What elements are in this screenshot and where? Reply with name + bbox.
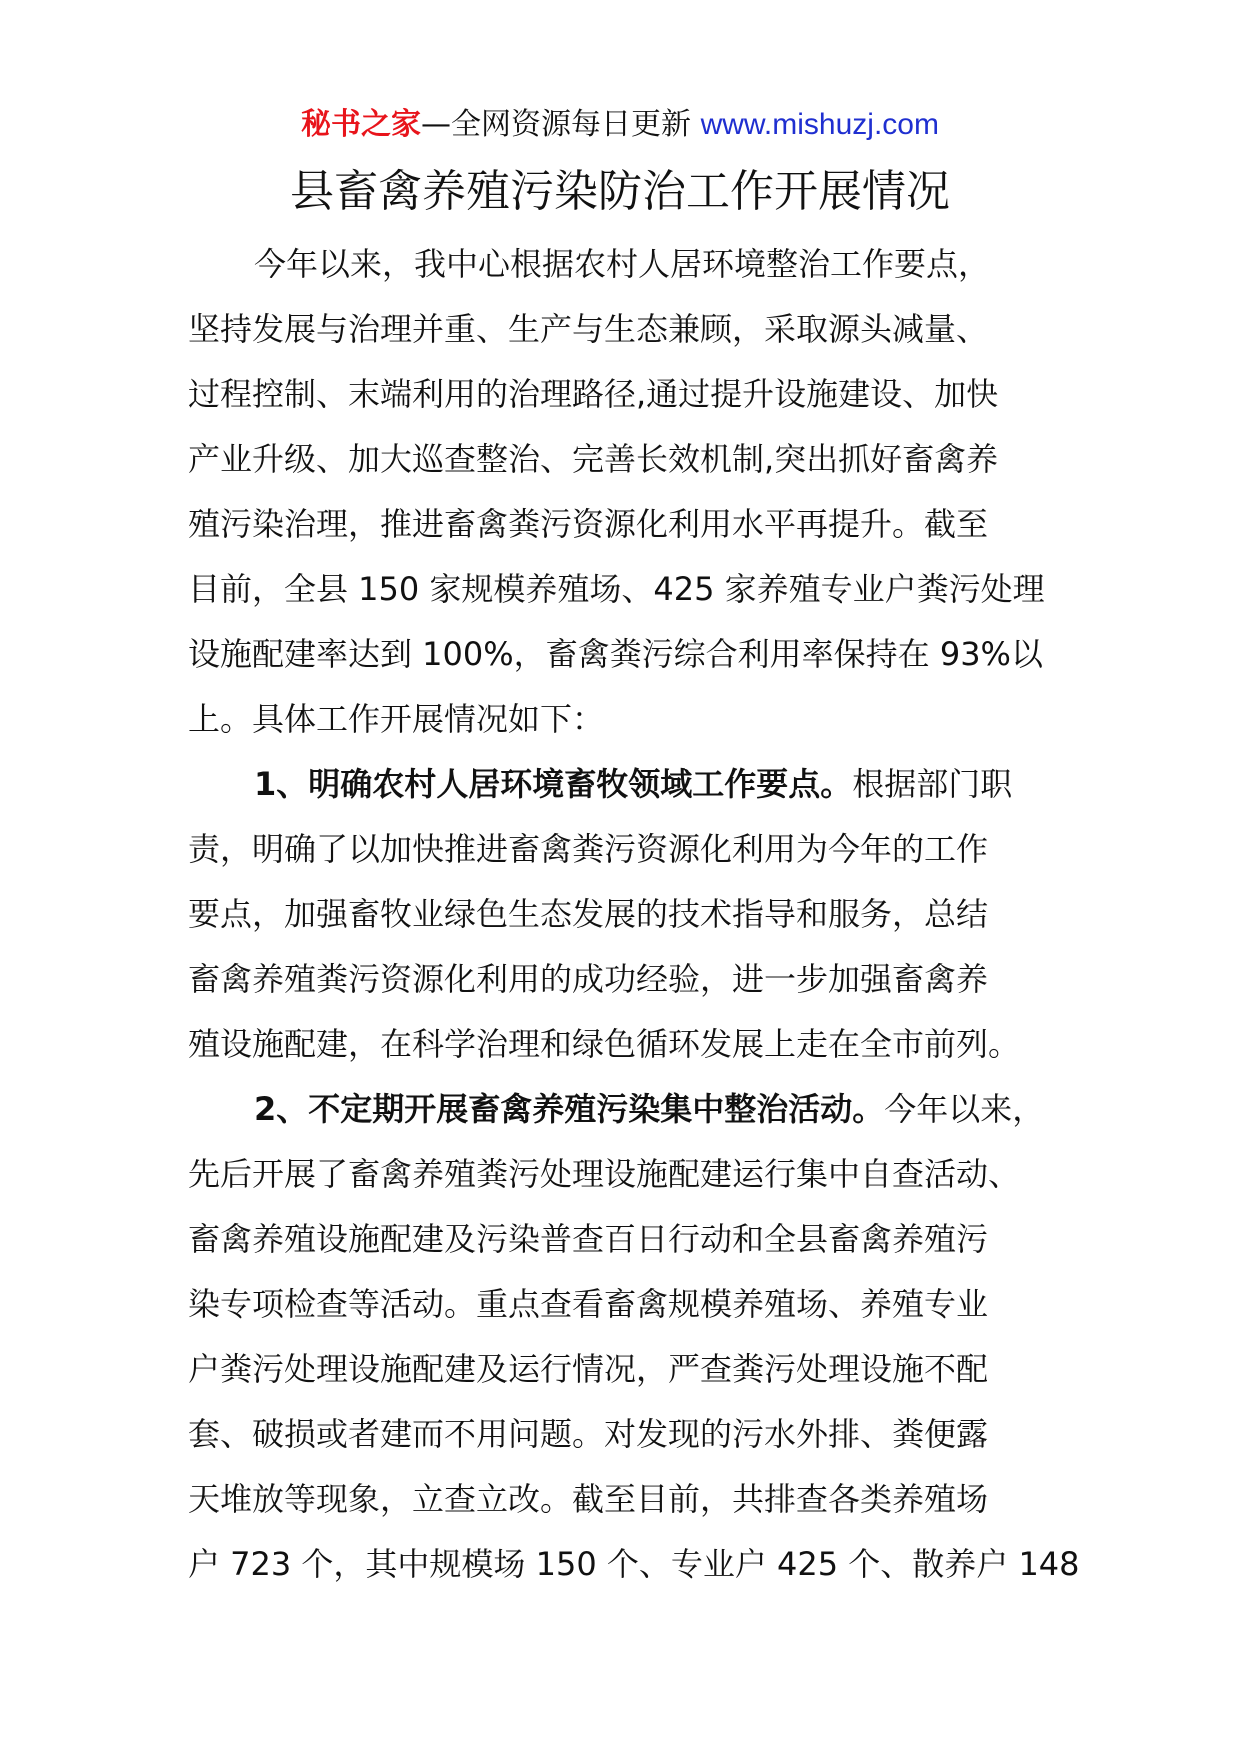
paragraph-line: 目前，全县 150 家规模养殖场、425 家养殖专业户粪污处理 [188, 570, 1045, 608]
paragraph-line: 染专项检查等活动。重点查看畜禽规模养殖场、养殖专业 [188, 1285, 989, 1323]
paragraph-line: 产业升级、加大巡查整治、完善长效机制,突出抓好畜禽养 [188, 440, 999, 478]
paragraph-line: 殖设施配建，在科学治理和绿色循环发展上走在全市前列。 [188, 1025, 1021, 1063]
paragraph-line: 上。具体工作开展情况如下： [188, 700, 605, 738]
section-2-lead-text: 今年以来， [884, 1090, 1045, 1128]
section-1-first-line [188, 752, 1088, 817]
paragraph-line: 过程控制、末端利用的治理路径,通过提升设施建设、加快 [188, 375, 999, 413]
paragraph-line: 要点，加强畜牧业绿色生态发展的技术指导和服务，总结 [188, 895, 989, 933]
site-url-link[interactable]: www.mishuzj.com [700, 108, 939, 141]
document-title: 县畜禽养殖污染防治工作开展情况 [290, 166, 950, 217]
section-2-first-line [188, 1077, 1088, 1142]
paragraph-line: 套、破损或者建而不用问题。对发现的污水外排、粪便露 [188, 1415, 989, 1453]
paragraph-line: 户 723 个，其中规模场 150 个、专业户 425 个、散养户 148 [188, 1545, 1080, 1583]
site-header [0, 100, 1240, 150]
brand-name: 秘书之家 [301, 107, 422, 142]
paragraph-line: 天堆放等现象，立查立改。截至目前，共排查各类养殖场 [188, 1480, 989, 1518]
paragraph-line: 坚持发展与治理并重、生产与生态兼顾，采取源头减量、 [188, 310, 989, 348]
paragraph-line: 设施配建率达到 100%，畜禽粪污综合利用率保持在 93%以 [188, 635, 1043, 673]
paragraph-line: 先后开展了畜禽养殖粪污处理设施配建运行集中自查活动、 [188, 1155, 1021, 1193]
section-1-lead-text: 根据部门职 [852, 765, 1013, 803]
paragraph-line: 责，明确了以加快推进畜禽粪污资源化利用为今年的工作 [188, 830, 989, 868]
paragraph-line: 殖污染治理，推进畜禽粪污资源化利用水平再提升。截至 [188, 505, 989, 543]
paragraph-line: 户粪污处理设施配建及运行情况，严查粪污处理设施不配 [188, 1350, 989, 1388]
paragraph-line: 今年以来，我中心根据农村人居环境整治工作要点， [254, 245, 991, 283]
paragraph-line: 畜禽养殖设施配建及污染普查百日行动和全县畜禽养殖污 [188, 1220, 989, 1258]
document-body [188, 232, 1088, 1597]
section-heading-1: 1、明确农村人居环境畜牧领域工作要点。 [254, 765, 853, 803]
paragraph-line: 畜禽养殖粪污资源化利用的成功经验，进一步加强畜禽养 [188, 960, 989, 998]
section-heading-2: 2、不定期开展畜禽养殖污染集中整治活动。 [254, 1090, 885, 1128]
header-slogan: —全网资源每日更新 [421, 107, 692, 142]
